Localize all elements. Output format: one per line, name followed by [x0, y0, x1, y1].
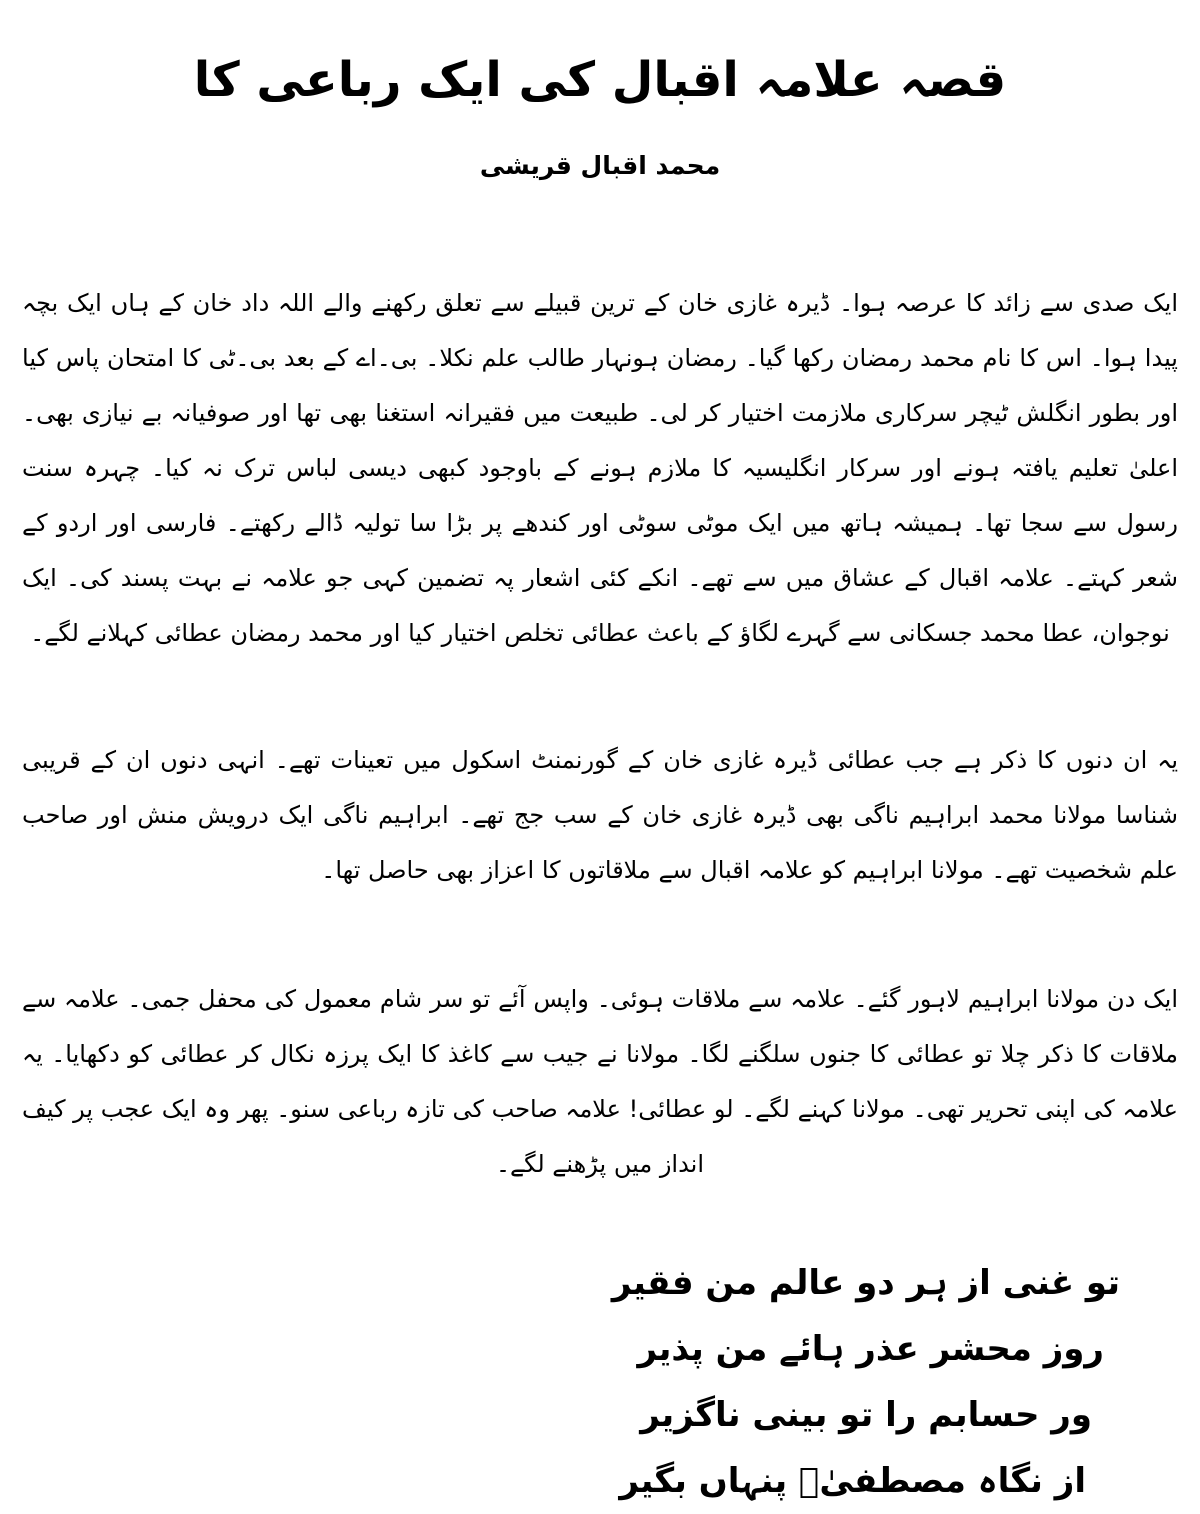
- poem-line-4: از نگاہ مصطفیٰؐ پنہاں بگیر: [619, 1460, 1086, 1501]
- author-name: محمد اقبال قریشی: [479, 150, 721, 180]
- paragraph-2: یہ ان دنوں کا ذکر ہے جب عطائی ڈیرہ غازی خان کے گورنمنٹ اسکول میں تعینات تھے۔ انہی دنوں ان کے قریبی شناسا مولانا محمد ابراہیم ناگی بھی ڈیرہ غازی خان کے سب جج تھے۔ ابراہیم ناگی ایک درویش منش اور صاحب علم شخصیت تھے۔ مولانا ابراہیم کو علامہ اقبال سے ملاقاتوں کا اعزاز بھی حاصل تھا۔: [22, 745, 1178, 884]
- rubai-poem: [22, 1250, 1178, 1514]
- poem-line-1: تو غنی از ہر دو عالم من فقیر: [611, 1262, 1120, 1303]
- poem-line-2: روز محشر عذر ہائے من پذیر: [637, 1328, 1104, 1369]
- paragraph-1: ایک صدی سے زائد کا عرصہ ہوا۔ ڈیرہ غازی خان کے ترین قبیلے سے تعلق رکھنے والے اللہ داد خان کے ہاں ایک بچہ پیدا ہوا۔ اس کا نام محمد رمضان رکھا گیا۔ رمضان ہونہار طالب علم نکلا۔ بی۔اے کے بعد بی۔ٹی کا امتحان پاس کیا اور بطور انگلش ٹیچر سرکاری ملازمت اختیار کر لی۔ طبیعت میں فقیرانہ استغنا بھی تھا اور صوفیانہ بے نیازی بھی۔ اعلیٰ تعلیم یافتہ ہونے اور سرکار انگلیسیہ کا ملازم ہونے کے باوجود کبھی دیسی لباس ترک نہ کیا۔ چہرہ سنت رسول سے سجا تھا۔ ہمیشہ ہاتھ میں ایک موٹی سوٹی اور کندھے پر بڑا سا تولیہ ڈالے رکھتے۔ فارسی اور اردو کے شعر کہتے۔ علامہ اقبال کے عشاق میں سے تھے۔ انکے کئی اشعار پہ تضمین کہی جو علامہ نے بہت پسند کی۔ ایک نوجوان، عطا محمد جسکانی سے گہرے لگاؤ کے باعث عطائی تخلص اختیار کیا اور محمد رمضان عطائی کہلانے لگے۔: [22, 288, 1178, 647]
- poem-line-3: ور حسابم را تو بینی ناگزیر: [640, 1394, 1092, 1435]
- article-body: [22, 276, 1178, 1192]
- article-title: قصہ علامہ اقبال کی ایک رباعی کا: [193, 52, 1007, 108]
- paragraph-3: ایک دن مولانا ابراہیم لاہور گئے۔ علامہ سے ملاقات ہوئی۔ واپس آئے تو سر شام معمول کی محفل جمی۔ علامہ سے ملاقات کا ذکر چلا تو عطائی کا جنوں سلگنے لگا۔ مولانا نے جیب سے کاغذ کا ایک پرزہ نکال کر عطائی کو دکھایا۔ یہ علامہ کی اپنی تحریر تھی۔ مولانا کہنے لگے۔ لو عطائی! علامہ صاحب کی تازہ رباعی سنو۔ پھر وہ ایک عجب پر کیف انداز میں پڑھنے لگے۔: [22, 984, 1178, 1178]
